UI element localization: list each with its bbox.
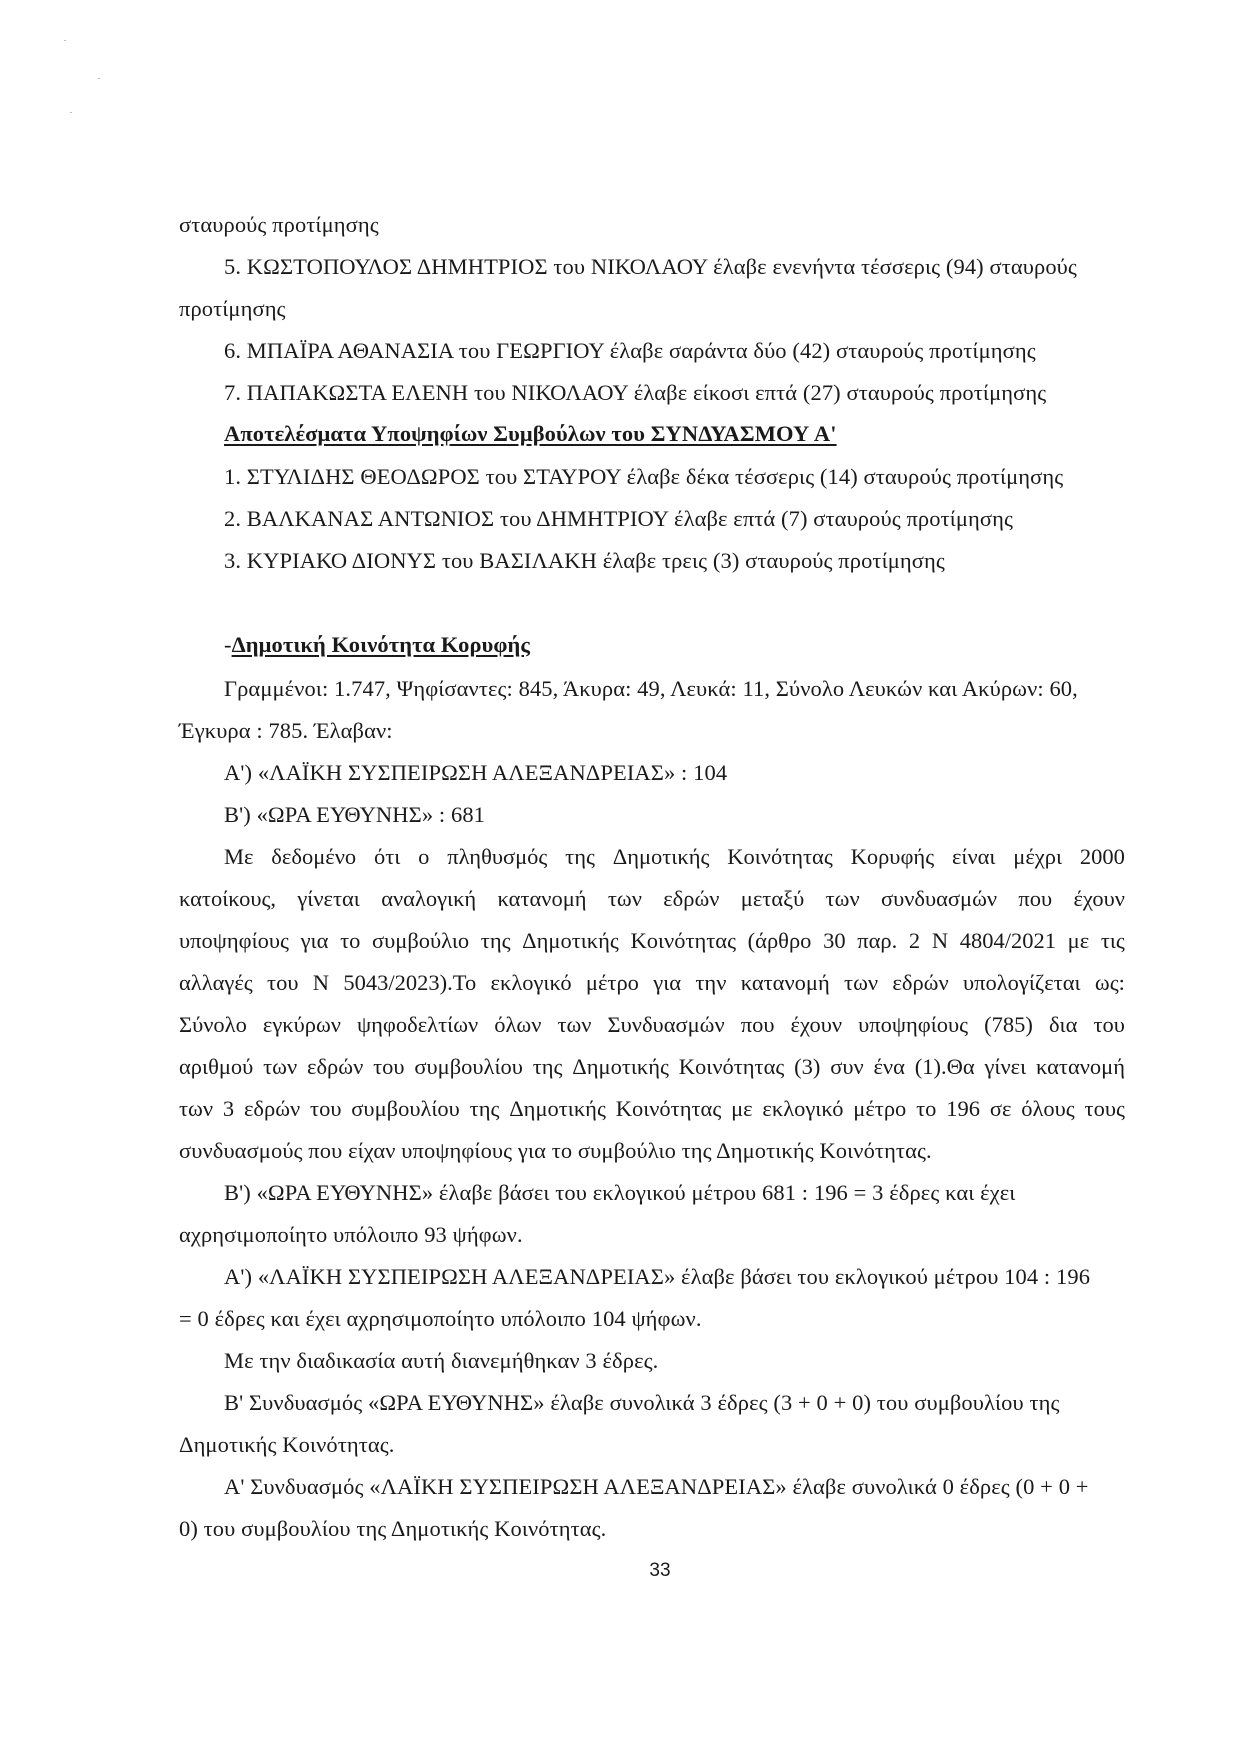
stats-line: Έγκυρα : 785. Έλαβαν: bbox=[179, 718, 393, 743]
paragraph-line: αριθμού των εδρών του συμβουλίου της Δημοτικής Κοινότητας (3) συν ένα (1).Θα γίνει κατανομή bbox=[179, 1054, 1125, 1079]
total-line: Α' Συνδυασμός «ΛΑΪΚΗ ΣΥΣΠΕΙΡΩΣΗ ΑΛΕΞΑΝΔΡΕΙΑΣ» έλαβε συνολικά 0 έδρες (0 + 0 + bbox=[224, 1474, 1089, 1499]
total-line: 0) του συμβουλίου της Δημοτικής Κοινότητας. bbox=[179, 1516, 607, 1541]
councillor-line: 3. ΚΥΡΙΑΚΟ ΔΙΟΝΥΣ του ΒΑΣΙΛΑΚΗ έλαβε τρεις (3) σταυρούς προτίμησης bbox=[224, 548, 945, 573]
scan-speck bbox=[70, 112, 72, 113]
candidate-line: 6. ΜΠΑΪΡΑ ΑΘΑΝΑΣΙΑ του ΓΕΩΡΓΙΟΥ έλαβε σαράντα δύο (42) σταυρούς προτίμησης bbox=[224, 338, 1036, 363]
paragraph-line: κατοίκους, γίνεται αναλογική κατανομή των εδρών μεταξύ των συνδυασμών που έχουν bbox=[179, 886, 1125, 911]
text-line: σταυρούς προτίμησης bbox=[179, 212, 379, 237]
result-line: Β') «ΩΡΑ ΕΥΘΥΝΗΣ» : 681 bbox=[224, 802, 486, 827]
paragraph-line: συνδυασμούς που είχαν υποψηφίους για το συμβούλιο της Δημοτικής Κοινότητας. bbox=[179, 1138, 932, 1163]
candidate-line: 7. ΠΑΠΑΚΩΣΤΑ ΕΛΕΝΗ του ΝΙΚΟΛΑΟΥ έλαβε είκοσι επτά (27) σταυρούς προτίμησης bbox=[224, 380, 1047, 405]
paragraph-line: υποψηφίους για το συμβούλιο της Δημοτικής Κοινότητας (άρθρο 30 παρ. 2 Ν 4804/2021 με τις bbox=[179, 928, 1125, 953]
paragraph-line: αλλαγές του Ν 5043/2023).Το εκλογικό μέτρο για την κατανομή των εδρών υπολογίζεται ως: bbox=[179, 970, 1125, 995]
community-heading-line bbox=[224, 634, 530, 657]
community-heading: Δημοτική Κοινότητα Κορυφής bbox=[231, 632, 530, 657]
paragraph-line: των 3 εδρών του συμβουλίου της Δημοτικής Κοινότητας με εκλογικό μέτρο το 196 σε όλους τους bbox=[179, 1096, 1125, 1121]
calc-line: Β') «ΩΡΑ ΕΥΘΥΝΗΣ» έλαβε βάσει του εκλογικού μέτρου 681 : 196 = 3 έδρες και έχει bbox=[224, 1180, 1016, 1205]
calc-line: αχρησιμοποίητο υπόλοιπο 93 ψήφων. bbox=[179, 1222, 523, 1247]
scan-speck bbox=[64, 40, 66, 41]
total-line: Β' Συνδυασμός «ΩΡΑ ΕΥΘΥΝΗΣ» έλαβε συνολικά 3 έδρες (3 + 0 + 0) του συμβουλίου της bbox=[224, 1390, 1060, 1415]
candidate-line: 5. ΚΩΣΤΟΠΟΥΛΟΣ ΔΗΜΗΤΡΙΟΣ του ΝΙΚΟΛΑΟΥ έλαβε ενενήντα τέσσερις (94) σταυρούς bbox=[224, 254, 1077, 279]
stats-line: Γραμμένοι: 1.747, Ψηφίσαντες: 845, Άκυρα: 49, Λευκά: 11, Σύνολο Λευκών και Ακύρων: 60, bbox=[224, 676, 1078, 701]
heading-prefix: - bbox=[224, 632, 232, 657]
councillors-heading: Αποτελέσματα Υποψηφίων Συμβούλων του ΣΥΝΔΥΑΣΜΟΥ Α' bbox=[224, 421, 837, 446]
page-number: 33 bbox=[649, 1560, 671, 1581]
result-line: Α') «ΛΑΪΚΗ ΣΥΣΠΕΙΡΩΣΗ ΑΛΕΞΑΝΔΡΕΙΑΣ» : 104 bbox=[224, 760, 728, 785]
councillor-line: 2. ΒΑΛΚΑΝΑΣ ΑΝΤΩΝΙΟΣ του ΔΗΜΗΤΡΙΟΥ έλαβε επτά (7) σταυρούς προτίμησης bbox=[224, 506, 1014, 531]
scan-speck bbox=[98, 78, 100, 79]
councillor-line: 1. ΣΤΥΛΙΔΗΣ ΘΕΟΔΩΡΟΣ του ΣΤΑΥΡΟΥ έλαβε δέκα τέσσερις (14) σταυρούς προτίμησης bbox=[224, 464, 1064, 489]
total-line: Δημοτικής Κοινότητας. bbox=[179, 1432, 395, 1457]
calc-line: = 0 έδρες και έχει αχρησιμοποίητο υπόλοιπο 104 ψήφων. bbox=[179, 1306, 702, 1331]
distribution-line: Με την διαδικασία αυτή διανεμήθηκαν 3 έδρες. bbox=[224, 1348, 659, 1373]
paragraph-line: Σύνολο εγκύρων ψηφοδελτίων όλων των Συνδυασμών που έχουν υποψηφίους (785) δια του bbox=[179, 1012, 1125, 1037]
calc-line: Α') «ΛΑΪΚΗ ΣΥΣΠΕΙΡΩΣΗ ΑΛΕΞΑΝΔΡΕΙΑΣ» έλαβε βάσει του εκλογικού μέτρου 104 : 196 bbox=[224, 1264, 1091, 1289]
text-line: προτίμησης bbox=[179, 296, 286, 321]
paragraph-line: Με δεδομένο ότι ο πληθυσμός της Δημοτικής Κοινότητας Κορυφής είναι μέχρι 2000 bbox=[224, 844, 1125, 869]
